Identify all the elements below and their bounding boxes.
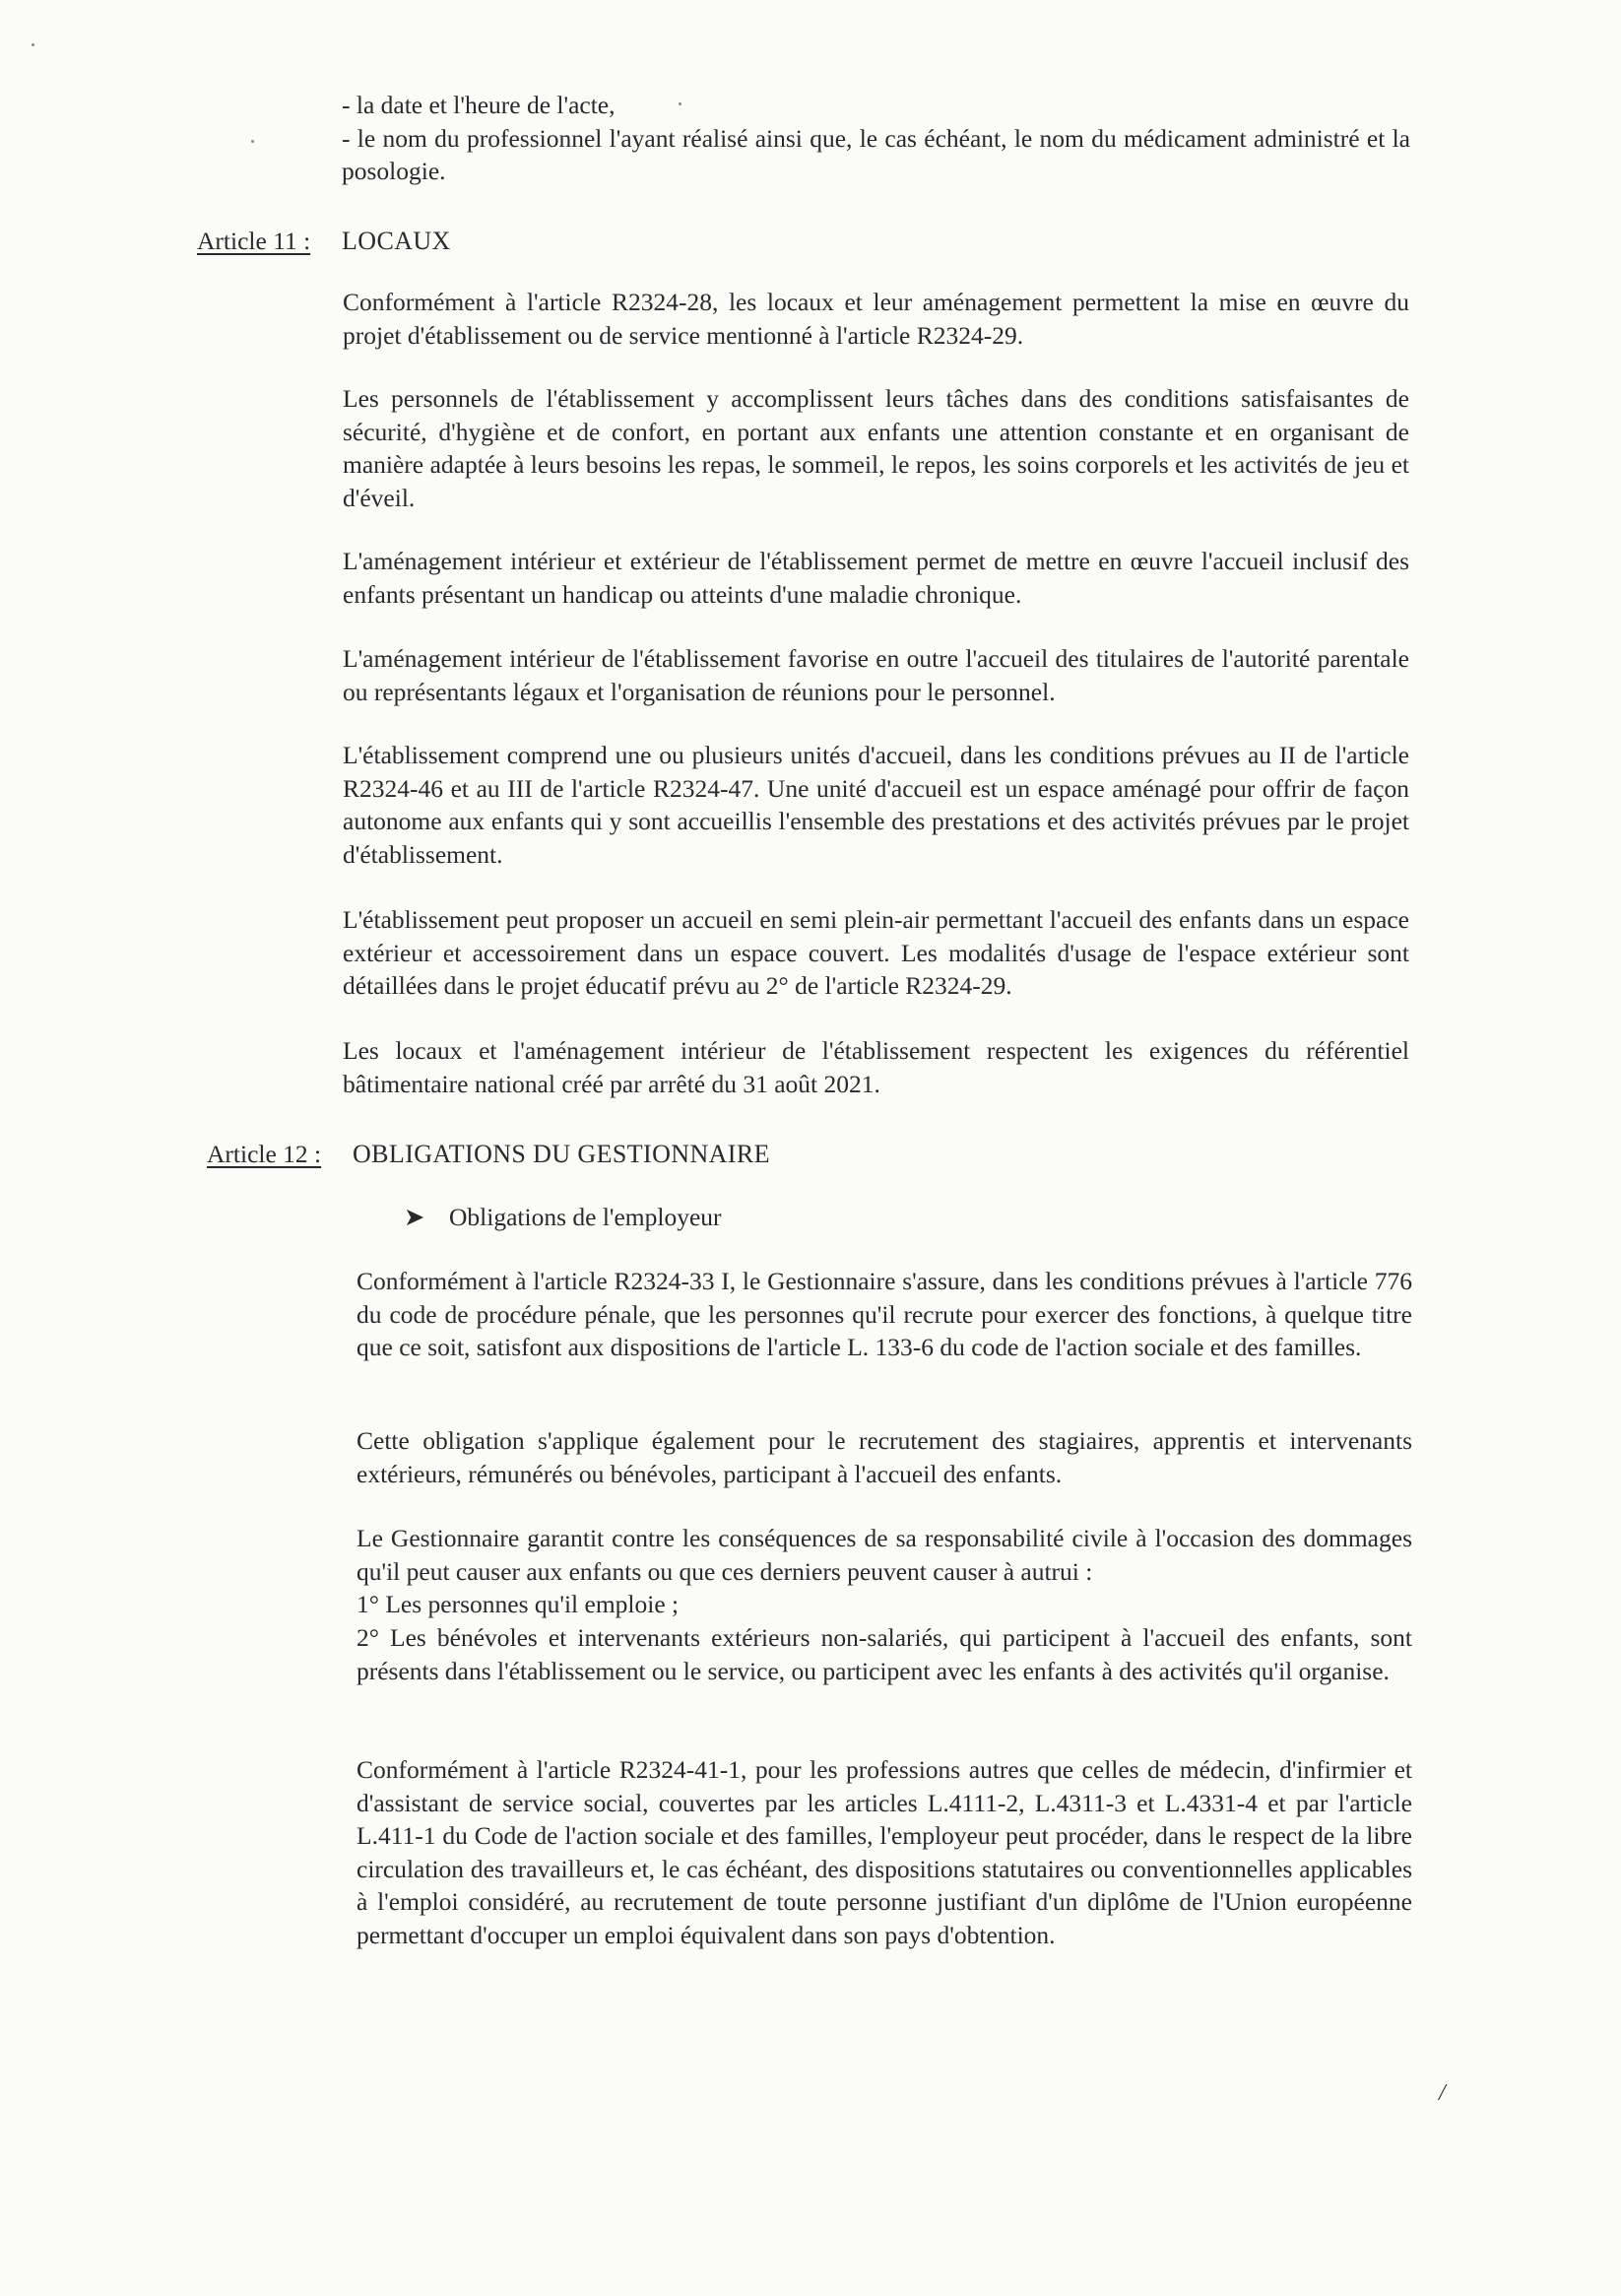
article-11-paragraph: Les locaux et l'aménagement intérieur de l'établissement respectent les exigences du référentiel bâtimentaire national créé par arrêté du 31 août 2021. [343, 1036, 1409, 1098]
article-11-title: LOCAUX [342, 227, 451, 255]
scan-speck [32, 43, 34, 46]
article-12-title: OBLIGATIONS DU GESTIONNAIRE [353, 1140, 770, 1168]
article-11-label: Article 11 : [197, 227, 311, 255]
page-mark: / [1439, 2080, 1446, 2106]
subheading-text: Obligations de l'employeur [449, 1203, 722, 1231]
article-12-list-item: 1° Les personnes qu'il emploie ; [357, 1590, 680, 1618]
article-12-paragraph: Conformément à l'article R2324-41-1, pour les professions autres que celles de médecin, d'infirmier et d'assistant de service social, couvertes par les articles L.4111-2, L.4311-3 et L.4331-4 et par l'article L.411-1 du Code de l'action sociale et des familles, l'employeur peut procéder, dans le respect de la libre circulation des travailleurs et, le cas échéant, des dispositions statutaires ou conventionnelles applicables à l'emploi considéré, au recrutement de toute personne justifiant d'un diplôme de l'Union européenne permettant d'occuper un emploi équivalent dans son pays d'obtention. [357, 1755, 1412, 1949]
article-12-paragraph: Conformément à l'article R2324-33 I, le Gestionnaire s'assure, dans les conditions prévues à l'article 776 du code de procédure pénale, que les personnes qu'il recrute pour exercer des fonctions, à quelque titre que ce soit, satisfont aux dispositions de l'article L. 133-6 du code de l'action sociale et des familles. [357, 1267, 1412, 1361]
article-12-label: Article 12 : [207, 1140, 322, 1168]
intro-line: - le nom du professionnel l'ayant réalisé ainsi que, le cas échéant, le nom du médicament administré et la posologie. [342, 123, 1410, 185]
scan-speck [251, 140, 254, 143]
article-11-paragraph: Conformément à l'article R2324-28, les locaux et leur aménagement permettent la mise en œuvre du projet d'établissement ou de service mentionné à l'article R2324-29. [343, 288, 1409, 350]
intro-line: - la date et l'heure de l'acte, [342, 91, 616, 119]
scan-speck [679, 102, 681, 105]
article-11-paragraph: L'aménagement intérieur et extérieur de l'établissement permet de mettre en œuvre l'accueil inclusif des enfants présentant un handicap ou atteints d'une maladie chronique. [343, 547, 1409, 609]
article-11-paragraph: Les personnels de l'établissement y accomplissent leurs tâches dans des conditions satisfaisantes de sécurité, d'hygiène et de confort, en portant aux enfants une attention constante et en organisant de manière adaptée à leurs besoins les repas, le sommeil, le repos, les soins corporels et les activités de jeu et d'éveil. [343, 384, 1409, 512]
arrow-bullet-icon: ➤ [404, 1203, 425, 1231]
article-11-paragraph: L'aménagement intérieur de l'établissement favorise en outre l'accueil des titulaires de l'autorité parentale ou représentants légaux et l'organisation de réunions pour le personnel. [343, 644, 1409, 706]
article-12-list-item: 2° Les bénévoles et intervenants extérieurs non-salariés, qui participent à l'accueil des enfants, sont présents dans l'établissement ou le service, ou participent avec les enfants à des activités qu'il organise. [357, 1623, 1412, 1685]
article-12-paragraph: Cette obligation s'applique également pour le recrutement des stagiaires, apprentis et intervenants extérieurs, rémunérés ou bénévoles, participant à l'accueil des enfants. [357, 1426, 1412, 1488]
intro-list [342, 89, 1410, 188]
article-11-paragraph: L'établissement peut proposer un accueil en semi plein-air permettant l'accueil des enfants dans un espace extérieur et accessoirement dans un espace couvert. Les modalités d'usage de l'espace extérieur sont détaillées dans le projet éducatif prévu au 2° de l'article R2324-29. [343, 905, 1409, 1000]
article-12-paragraph: Le Gestionnaire garantit contre les conséquences de sa responsabilité civile à l'occasion des dommages qu'il peut causer aux enfants ou que ces derniers peuvent causer à autrui : [357, 1524, 1412, 1586]
subheading [404, 1201, 722, 1234]
article-11-paragraph: L'établissement comprend une ou plusieurs unités d'accueil, dans les conditions prévues au II de l'article R2324-46 et au III de l'article R2324-47. Une unité d'accueil est un espace aménagé pour offrir de façon autonome aux enfants qui y sont accueillis l'ensemble des prestations et des activités prévues par le projet d'établissement. [343, 741, 1409, 869]
